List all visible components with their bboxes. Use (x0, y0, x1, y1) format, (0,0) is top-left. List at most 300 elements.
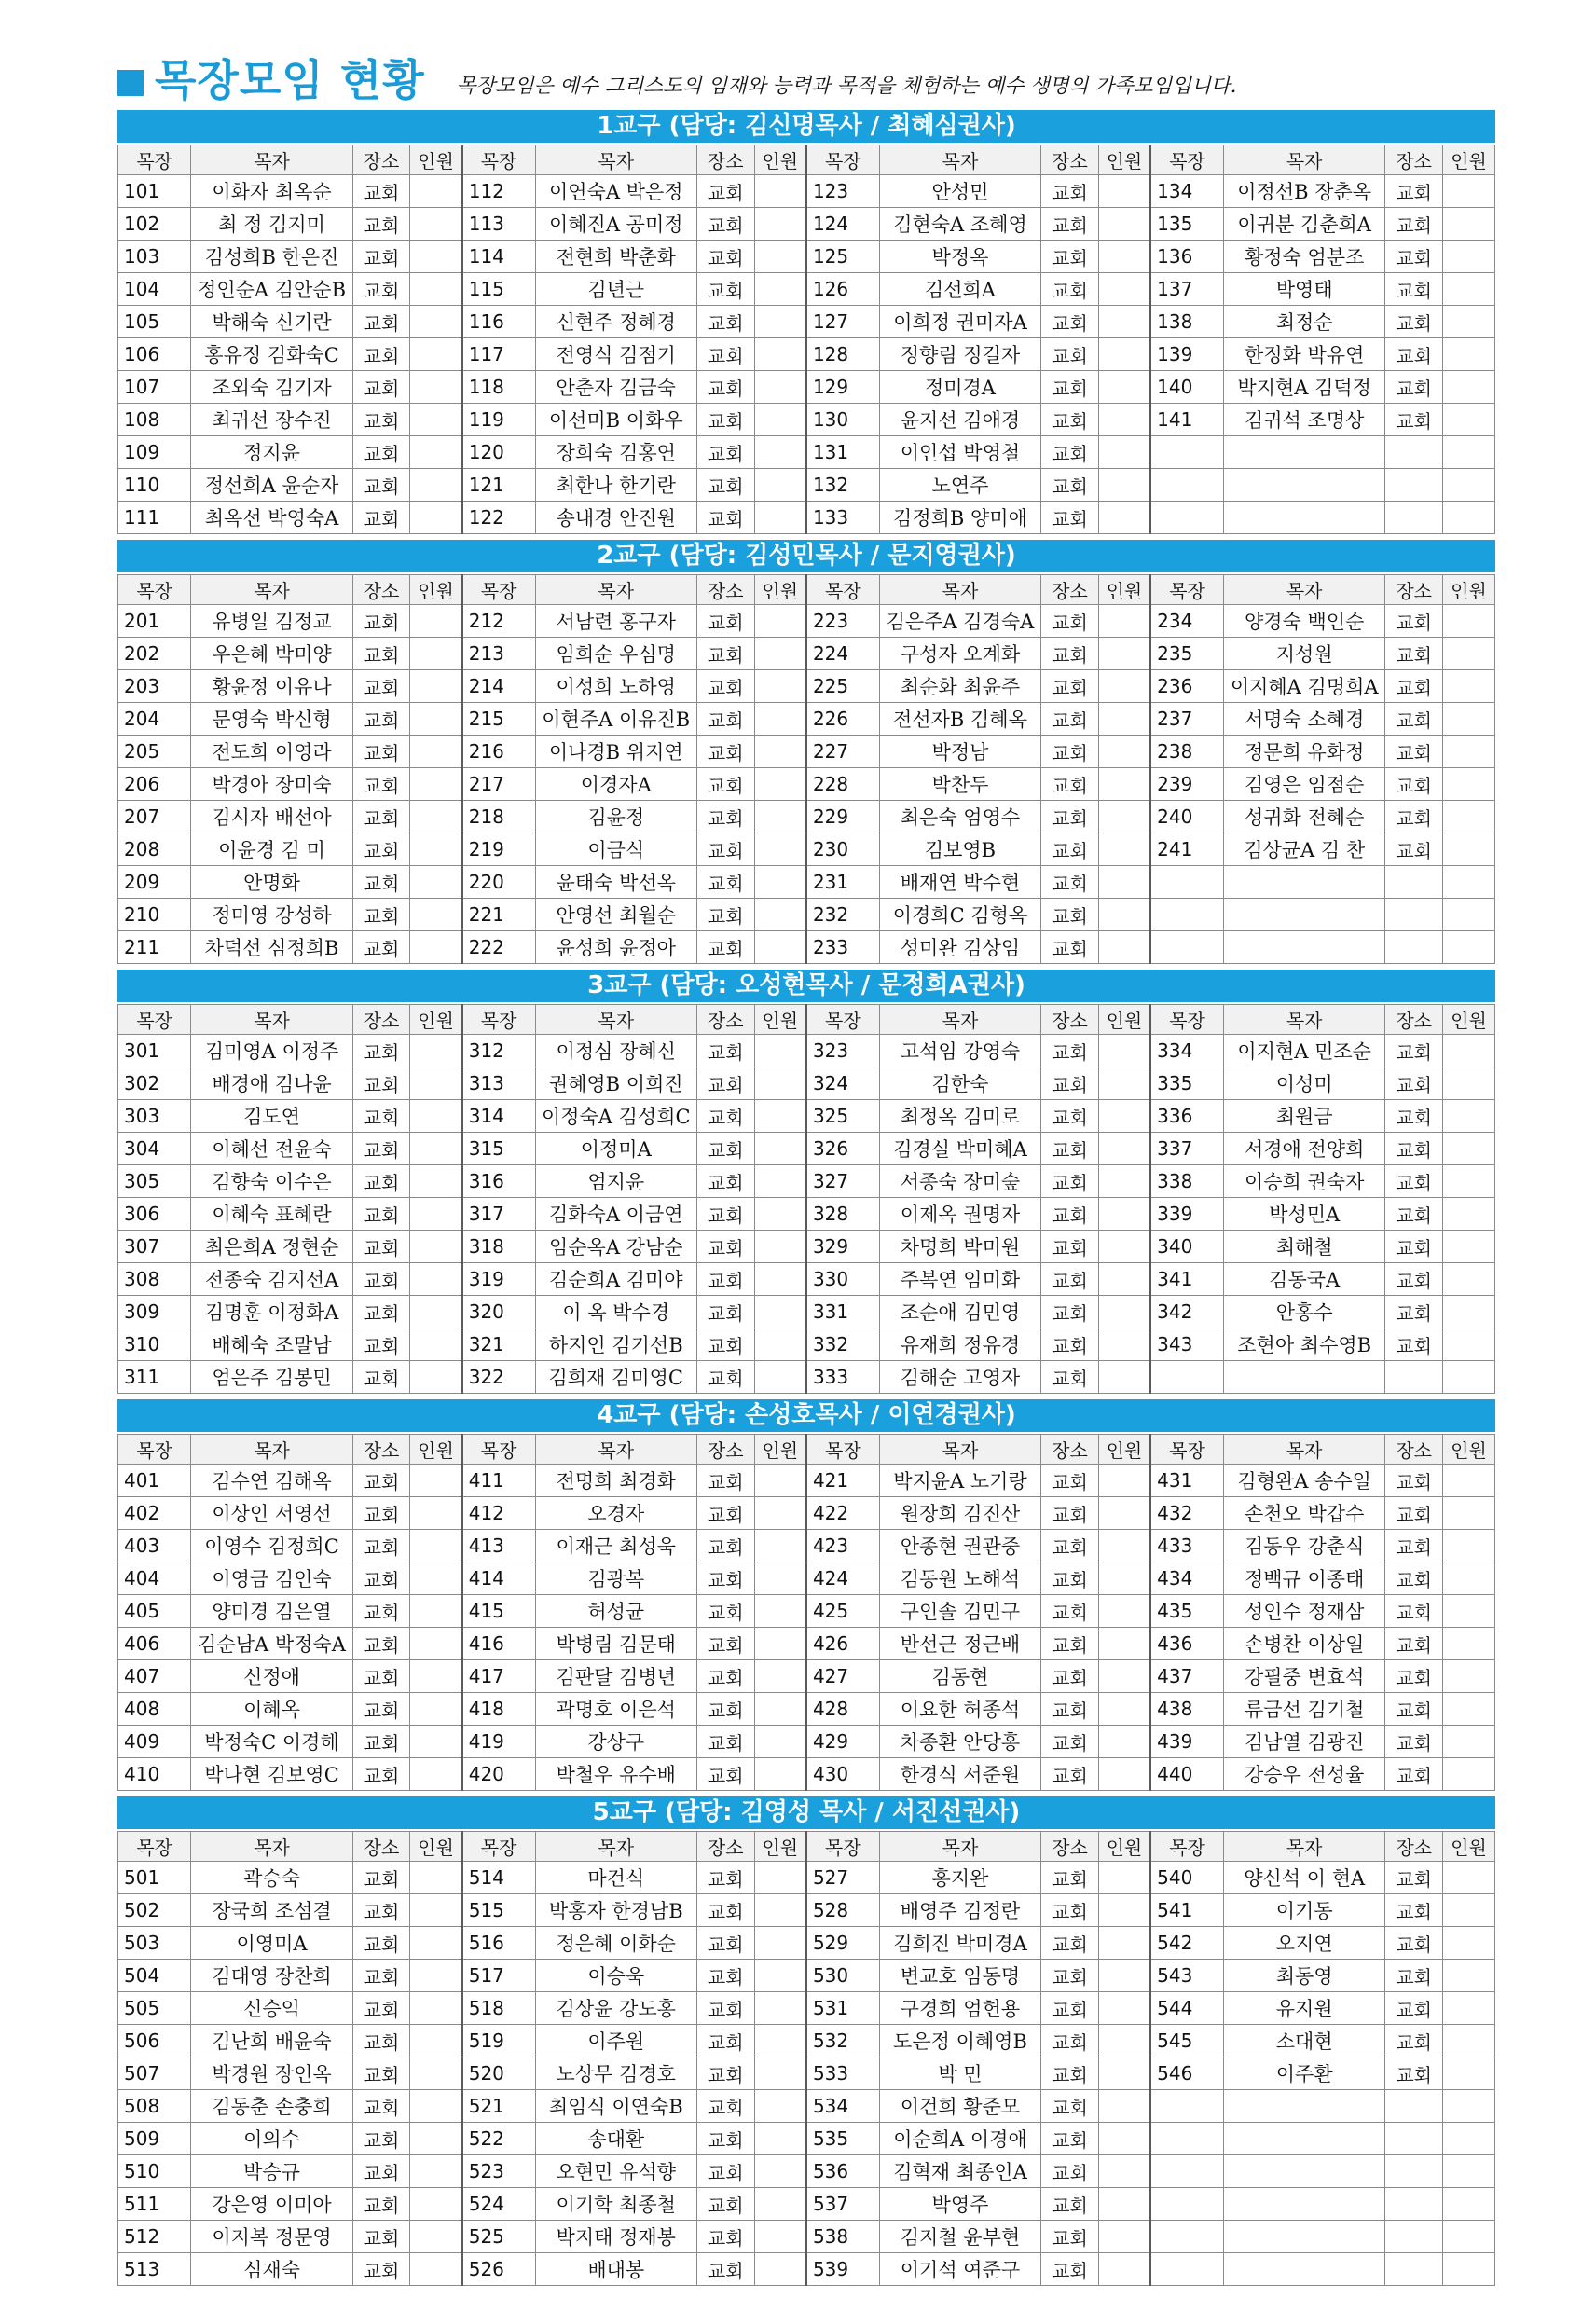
meeting-place: 교회 (352, 1361, 410, 1394)
zone-number: 534 (806, 2090, 879, 2123)
leader-names: 이혜옥 (191, 1693, 352, 1726)
leader-names: 최은숙 엄영수 (879, 801, 1040, 833)
meeting-place: 교회 (1385, 1328, 1443, 1361)
member-count (1442, 1361, 1494, 1394)
zone-number: 215 (462, 703, 535, 736)
zone-number: 523 (462, 2155, 535, 2188)
district-banner: 4교구 (담당: 손성호목사 / 이연경권사) (117, 1399, 1495, 1432)
zone-number: 307 (118, 1231, 191, 1263)
meeting-place: 교회 (696, 1758, 754, 1791)
member-count (410, 1595, 462, 1628)
meeting-place: 교회 (1041, 833, 1099, 866)
table-row (118, 1497, 1495, 1530)
leader-names: 이정숙A 김성희C (535, 1100, 696, 1133)
meeting-place: 교회 (696, 2123, 754, 2155)
meeting-place (1385, 469, 1443, 502)
zone-number: 204 (118, 703, 191, 736)
member-count (410, 1133, 462, 1165)
member-count (1098, 1263, 1150, 1296)
zone-number: 112 (462, 175, 535, 208)
meeting-place: 교회 (1041, 1465, 1099, 1497)
leader-names (1223, 502, 1384, 534)
member-count (1442, 1465, 1494, 1497)
meeting-place: 교회 (1041, 404, 1099, 436)
zone-number: 509 (118, 2123, 191, 2155)
member-count (1098, 2025, 1150, 2057)
leader-names: 박정숙C 이경해 (191, 1726, 352, 1758)
zone-number: 335 (1150, 1067, 1223, 1100)
meeting-place: 교회 (1385, 1296, 1443, 1328)
leader-names: 임순옥A 강남순 (535, 1231, 696, 1263)
member-count (410, 436, 462, 469)
meeting-place: 교회 (1385, 241, 1443, 273)
meeting-place: 교회 (1041, 273, 1099, 306)
leader-header: 목자 (1223, 1435, 1384, 1465)
place-header: 장소 (696, 145, 754, 175)
zone-number: 103 (118, 241, 191, 273)
meeting-place: 교회 (1041, 436, 1099, 469)
member-count (754, 1894, 806, 1927)
leader-names (1223, 1361, 1384, 1394)
table-row (118, 1758, 1495, 1791)
meeting-place: 교회 (1385, 338, 1443, 371)
meeting-place: 교회 (1385, 175, 1443, 208)
member-count (754, 2188, 806, 2221)
zone-number: 304 (118, 1133, 191, 1165)
count-header: 인원 (410, 145, 462, 175)
meeting-place (1385, 436, 1443, 469)
zone-number: 222 (462, 931, 535, 964)
zone-number: 108 (118, 404, 191, 436)
table-row (118, 703, 1495, 736)
member-count (754, 306, 806, 338)
member-count (1442, 306, 1494, 338)
meeting-place: 교회 (1041, 371, 1099, 404)
zone-number: 434 (1150, 1562, 1223, 1595)
meeting-place (1385, 2188, 1443, 2221)
zone-number: 408 (118, 1693, 191, 1726)
count-header: 인원 (1442, 145, 1494, 175)
zone-number: 542 (1150, 1927, 1223, 1960)
zone-number: 501 (118, 1862, 191, 1894)
leader-names (1223, 899, 1384, 931)
zone-number: 513 (118, 2253, 191, 2286)
meeting-place: 교회 (1041, 1693, 1099, 1726)
member-count (1098, 502, 1150, 534)
zone-number: 207 (118, 801, 191, 833)
table-row (118, 306, 1495, 338)
meeting-place: 교회 (1041, 931, 1099, 964)
zone-number: 427 (806, 1660, 879, 1693)
leader-names: 성인수 정재삼 (1223, 1595, 1384, 1628)
member-count (1442, 703, 1494, 736)
leader-header: 목자 (191, 1005, 352, 1035)
leader-header: 목자 (535, 1435, 696, 1465)
member-count (410, 469, 462, 502)
district-banner: 2교구 (담당: 김성민목사 / 문지영권사) (117, 540, 1495, 572)
zone-number: 429 (806, 1726, 879, 1758)
zone-number: 128 (806, 338, 879, 371)
zone-number: 213 (462, 638, 535, 670)
zone-header: 목장 (462, 1005, 535, 1035)
zone-number: 325 (806, 1100, 879, 1133)
zone-number: 132 (806, 469, 879, 502)
leader-names: 김동원 노해석 (879, 1562, 1040, 1595)
zone-number: 401 (118, 1465, 191, 1497)
zone-number: 126 (806, 273, 879, 306)
member-count (754, 1328, 806, 1361)
member-count (410, 899, 462, 931)
member-count (1442, 371, 1494, 404)
zone-number: 504 (118, 1960, 191, 1992)
meeting-place: 교회 (352, 306, 410, 338)
zone-number: 416 (462, 1628, 535, 1660)
meeting-place: 교회 (352, 2188, 410, 2221)
leader-names: 김정희B 양미애 (879, 502, 1040, 534)
member-count (1098, 1595, 1150, 1628)
member-count (410, 1862, 462, 1894)
meeting-place: 교회 (352, 1894, 410, 1927)
leader-names: 박병림 김문태 (535, 1628, 696, 1660)
meeting-place: 교회 (352, 1198, 410, 1231)
leader-names: 박찬두 (879, 768, 1040, 801)
leader-names: 곽명호 이은석 (535, 1693, 696, 1726)
meeting-place: 교회 (1041, 703, 1099, 736)
place-header: 장소 (1041, 575, 1099, 605)
leader-names: 노상무 김경호 (535, 2057, 696, 2090)
leader-names: 지성원 (1223, 638, 1384, 670)
zone-number: 503 (118, 1927, 191, 1960)
zone-number: 430 (806, 1758, 879, 1791)
member-count (410, 1992, 462, 2025)
meeting-place: 교회 (1385, 1894, 1443, 1927)
zone-number: 240 (1150, 801, 1223, 833)
table-row (118, 866, 1495, 899)
meeting-place: 교회 (696, 1595, 754, 1628)
member-count (1098, 1361, 1150, 1394)
meeting-place: 교회 (696, 1726, 754, 1758)
table-row (118, 2090, 1495, 2123)
zone-header: 목장 (118, 145, 191, 175)
member-count (1098, 768, 1150, 801)
zone-number: 329 (806, 1231, 879, 1263)
meeting-place: 교회 (1041, 306, 1099, 338)
zone-header: 목장 (1150, 1832, 1223, 1862)
leader-names: 주복연 임미화 (879, 1263, 1040, 1296)
meeting-place: 교회 (352, 670, 410, 703)
leader-names: 이정심 장혜신 (535, 1035, 696, 1067)
member-count (754, 1628, 806, 1660)
zone-number: 225 (806, 670, 879, 703)
zone-number: 412 (462, 1497, 535, 1530)
zone-number: 327 (806, 1165, 879, 1198)
meeting-place: 교회 (1041, 638, 1099, 670)
zone-number: 306 (118, 1198, 191, 1231)
leader-names: 변교호 임동명 (879, 1960, 1040, 1992)
leader-names: 이경희C 김형옥 (879, 899, 1040, 931)
member-count (754, 1693, 806, 1726)
leader-names: 박경원 장인옥 (191, 2057, 352, 2090)
zone-number: 136 (1150, 241, 1223, 273)
meeting-place (1385, 1361, 1443, 1394)
meeting-place (1385, 2155, 1443, 2188)
zone-number: 409 (118, 1726, 191, 1758)
member-count (754, 208, 806, 241)
leader-names: 이나경B 위지연 (535, 736, 696, 768)
leader-names: 안성민 (879, 175, 1040, 208)
table-row (118, 1992, 1495, 2025)
leader-names: 유지원 (1223, 1992, 1384, 2025)
zone-number: 210 (118, 899, 191, 931)
member-count (1442, 2057, 1494, 2090)
member-count (754, 1133, 806, 1165)
zone-number: 202 (118, 638, 191, 670)
meeting-place: 교회 (696, 469, 754, 502)
leader-header: 목자 (191, 575, 352, 605)
meeting-place: 교회 (696, 1198, 754, 1231)
leader-names (1223, 866, 1384, 899)
leader-names: 홍지완 (879, 1862, 1040, 1894)
zone-number: 203 (118, 670, 191, 703)
leader-names: 이지복 정문영 (191, 2221, 352, 2253)
meeting-place: 교회 (352, 208, 410, 241)
meeting-place: 교회 (1041, 2155, 1099, 2188)
leader-names: 마건식 (535, 1862, 696, 1894)
leader-names: 양미경 김은열 (191, 1595, 352, 1628)
zone-number: 405 (118, 1595, 191, 1628)
member-count (1442, 436, 1494, 469)
member-count (754, 2123, 806, 2155)
leader-names: 이영금 김인숙 (191, 1562, 352, 1595)
member-count (754, 768, 806, 801)
member-count (410, 1361, 462, 1394)
leader-names: 윤성희 윤정아 (535, 931, 696, 964)
district-sections (117, 110, 1495, 2286)
place-header: 장소 (352, 1832, 410, 1862)
member-count (1442, 1497, 1494, 1530)
member-count (1098, 1628, 1150, 1660)
table-row (118, 2155, 1495, 2188)
zone-number: 535 (806, 2123, 879, 2155)
member-count (410, 1726, 462, 1758)
meeting-place: 교회 (696, 306, 754, 338)
leader-names: 김대영 장찬희 (191, 1960, 352, 1992)
meeting-place: 교회 (352, 2155, 410, 2188)
leader-names: 김혁재 최종인A (879, 2155, 1040, 2188)
count-header: 인원 (1442, 1832, 1494, 1862)
member-count (410, 605, 462, 638)
meeting-place: 교회 (1041, 1595, 1099, 1628)
member-count (1442, 638, 1494, 670)
leader-names: 김윤정 (535, 801, 696, 833)
member-count (754, 273, 806, 306)
leader-names: 도은정 이혜영B (879, 2025, 1040, 2057)
meeting-place: 교회 (1385, 638, 1443, 670)
zone-number: 230 (806, 833, 879, 866)
table-row (118, 436, 1495, 469)
leader-names: 이귀분 김춘희A (1223, 208, 1384, 241)
member-count (1098, 1726, 1150, 1758)
zone-number: 336 (1150, 1100, 1223, 1133)
meeting-place: 교회 (352, 2123, 410, 2155)
count-header: 인원 (410, 1005, 462, 1035)
district-table (117, 144, 1495, 534)
district-table (117, 1004, 1495, 1394)
meeting-place: 교회 (1041, 1263, 1099, 1296)
leader-names: 김성희B 한은진 (191, 241, 352, 273)
zone-number: 502 (118, 1894, 191, 1927)
leader-names: 오지연 (1223, 1927, 1384, 1960)
leader-names: 정문희 유화정 (1223, 736, 1384, 768)
zone-number: 316 (462, 1165, 535, 1198)
member-count (754, 1726, 806, 1758)
zone-number (1150, 2221, 1223, 2253)
zone-number: 531 (806, 1992, 879, 2025)
member-count (1442, 1263, 1494, 1296)
leader-names: 이주환 (1223, 2057, 1384, 2090)
leader-names: 최순화 최윤주 (879, 670, 1040, 703)
meeting-place: 교회 (352, 1263, 410, 1296)
zone-number: 101 (118, 175, 191, 208)
zone-number: 340 (1150, 1231, 1223, 1263)
zone-number: 532 (806, 2025, 879, 2057)
leader-names: 박지태 정재봉 (535, 2221, 696, 2253)
zone-number: 135 (1150, 208, 1223, 241)
meeting-place: 교회 (1385, 833, 1443, 866)
meeting-place: 교회 (1385, 208, 1443, 241)
zone-header: 목장 (118, 1832, 191, 1862)
table-row (118, 175, 1495, 208)
page-subtitle: 목장모임은 예수 그리스도의 임재와 능력과 목적을 체험하는 예수 생명의 가족모임입니다. (456, 75, 1237, 98)
meeting-place: 교회 (696, 1927, 754, 1960)
leader-names (1223, 931, 1384, 964)
zone-number: 318 (462, 1231, 535, 1263)
meeting-place: 교회 (352, 1862, 410, 1894)
leader-names: 이 옥 박수경 (535, 1296, 696, 1328)
zone-number: 333 (806, 1361, 879, 1394)
zone-number: 205 (118, 736, 191, 768)
leader-names: 안홍수 (1223, 1296, 1384, 1328)
member-count (1098, 1927, 1150, 1960)
member-count (1442, 469, 1494, 502)
zone-number: 218 (462, 801, 535, 833)
meeting-place: 교회 (696, 1960, 754, 1992)
member-count (1098, 2253, 1150, 2286)
member-count (1442, 1726, 1494, 1758)
zone-header: 목장 (806, 1005, 879, 1035)
member-count (754, 1198, 806, 1231)
member-count (1098, 1894, 1150, 1927)
member-count (1098, 638, 1150, 670)
district-table (117, 1831, 1495, 2286)
member-count (1098, 1465, 1150, 1497)
zone-number: 324 (806, 1067, 879, 1100)
zone-header: 목장 (118, 575, 191, 605)
place-header: 장소 (1385, 1832, 1443, 1862)
zone-number: 428 (806, 1693, 879, 1726)
leader-names: 김순희A 김미야 (535, 1263, 696, 1296)
meeting-place: 교회 (1041, 605, 1099, 638)
zone-number (1150, 1361, 1223, 1394)
member-count (410, 1067, 462, 1100)
meeting-place: 교회 (352, 1628, 410, 1660)
zone-header: 목장 (118, 1435, 191, 1465)
count-header: 인원 (1442, 1005, 1494, 1035)
zone-number: 234 (1150, 605, 1223, 638)
leader-names: 김난희 배윤숙 (191, 2025, 352, 2057)
leader-names: 이혜숙 표혜란 (191, 1198, 352, 1231)
meeting-place: 교회 (1385, 1530, 1443, 1562)
member-count (754, 1862, 806, 1894)
zone-number: 541 (1150, 1894, 1223, 1927)
meeting-place: 교회 (696, 404, 754, 436)
zone-number: 130 (806, 404, 879, 436)
table-row (118, 2057, 1495, 2090)
zone-header: 목장 (1150, 1005, 1223, 1035)
member-count (410, 703, 462, 736)
meeting-place: 교회 (696, 1361, 754, 1394)
meeting-place: 교회 (696, 338, 754, 371)
member-count (1098, 931, 1150, 964)
zone-number: 436 (1150, 1628, 1223, 1660)
meeting-place: 교회 (1385, 1035, 1443, 1067)
leader-names: 이영미A (191, 1927, 352, 1960)
member-count (1442, 1035, 1494, 1067)
leader-names: 이윤경 김 미 (191, 833, 352, 866)
member-count (1098, 2090, 1150, 2123)
leader-names: 전도희 이영라 (191, 736, 352, 768)
leader-names: 이상인 서영선 (191, 1497, 352, 1530)
table-row (118, 1628, 1495, 1660)
leader-names: 엄지윤 (535, 1165, 696, 1198)
table-row (118, 1595, 1495, 1628)
leader-names: 전현희 박춘화 (535, 241, 696, 273)
leader-names: 이현주A 이유진B (535, 703, 696, 736)
zone-number: 410 (118, 1758, 191, 1791)
leader-names: 황윤정 이유나 (191, 670, 352, 703)
zone-number: 419 (462, 1726, 535, 1758)
meeting-place (1385, 2221, 1443, 2253)
meeting-place: 교회 (1041, 2090, 1099, 2123)
zone-number (1150, 2123, 1223, 2155)
leader-names: 이성희 노하영 (535, 670, 696, 703)
leader-names: 김도연 (191, 1100, 352, 1133)
zone-number: 219 (462, 833, 535, 866)
meeting-place: 교회 (1385, 605, 1443, 638)
member-count (1442, 2090, 1494, 2123)
leader-names: 최한나 한기란 (535, 469, 696, 502)
zone-header: 목장 (462, 1435, 535, 1465)
zone-number: 520 (462, 2057, 535, 2090)
meeting-place: 교회 (1385, 1165, 1443, 1198)
count-header: 인원 (1442, 575, 1494, 605)
member-count (1098, 1862, 1150, 1894)
zone-number: 116 (462, 306, 535, 338)
meeting-place: 교회 (1041, 1927, 1099, 1960)
count-header: 인원 (1098, 1832, 1150, 1862)
member-count (754, 670, 806, 703)
zone-number: 238 (1150, 736, 1223, 768)
leader-names: 서종숙 장미숲 (879, 1165, 1040, 1198)
member-count (1098, 2221, 1150, 2253)
leader-names: 차덕선 심정희B (191, 931, 352, 964)
leader-names: 임희순 우심명 (535, 638, 696, 670)
zone-number: 319 (462, 1263, 535, 1296)
zone-number: 127 (806, 306, 879, 338)
table-row (118, 2253, 1495, 2286)
leader-names: 이기동 (1223, 1894, 1384, 1927)
member-count (1442, 1862, 1494, 1894)
